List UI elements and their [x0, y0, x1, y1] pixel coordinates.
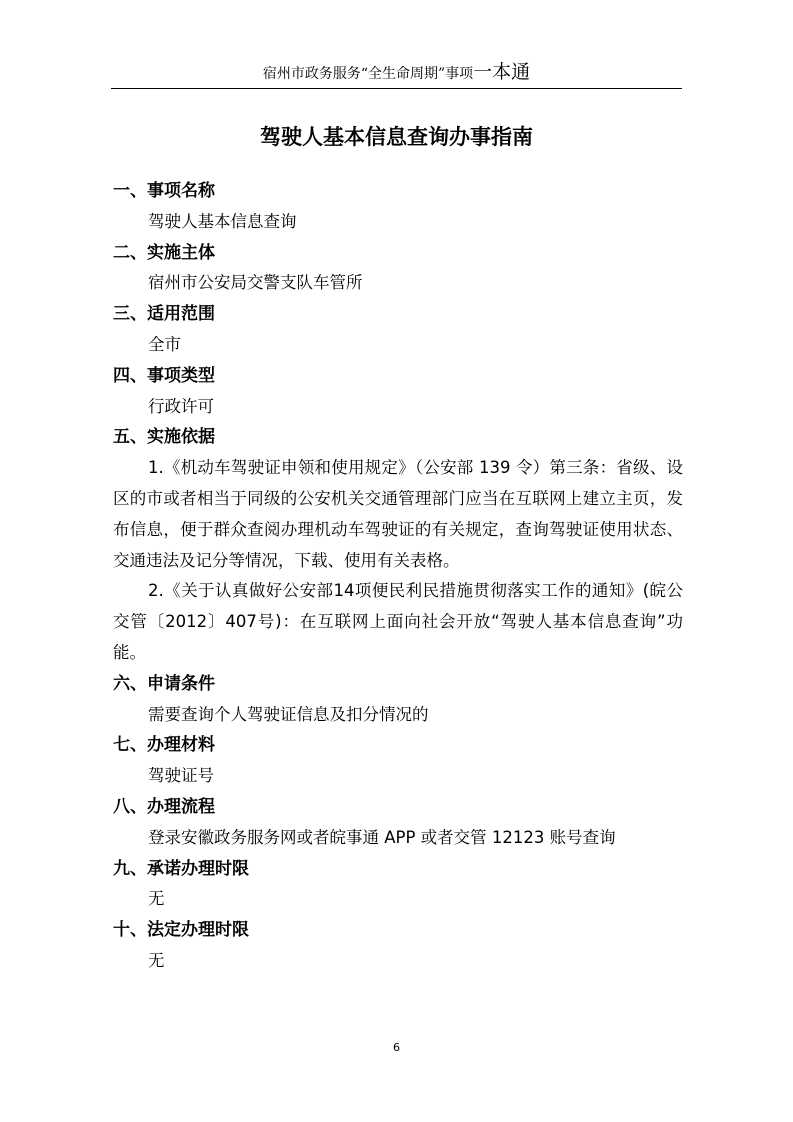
section-item-name [113, 176, 683, 238]
section-heading: 七、办理材料 [113, 735, 215, 756]
section-value: 登录安徽政务服务网或者皖事通 APP 或者交管 12123 账号查询 [148, 827, 616, 847]
section-heading: 六、申请条件 [113, 673, 215, 694]
section-materials [113, 730, 683, 792]
legal-basis-paragraph: 1.《机动车驾驶证申领和使用规定》（公安部 139 令）第三条：省级、设区的市或者相当于同级的公安机关交通管理部门应当在互联网上建立主页，发布信息，便于群众查阅办理机动车驾驶证的有关规定，查询驾驶证使用状态、交通违法及记分等情况，下载、使用有关表格。 [113, 458, 683, 570]
section-value: 行政许可 [148, 396, 214, 416]
page-number: 6 [393, 1041, 400, 1054]
section-value: 宿州市公安局交警支队车管所 [148, 273, 363, 293]
section-process [113, 792, 683, 854]
section-heading: 四、事项类型 [113, 365, 215, 386]
legal-basis-paragraph: 2.《关于认真做好公安部14项便民利民措施贯彻落实工作的通知》(皖公交管〔2012〕407号)：在互联网上面向社会开放“驾驶人基本信息查询”功能。 [113, 581, 683, 662]
section-promised-time-limit [113, 854, 683, 916]
section-heading: 五、实施依据 [113, 427, 215, 448]
running-header [0, 62, 793, 84]
header-divider [111, 88, 682, 89]
section-heading: 八、办理流程 [113, 796, 215, 817]
running-header-prefix: 宿州市政务服务“全生命周期”事项 [262, 66, 474, 82]
section-heading: 三、适用范围 [113, 304, 215, 325]
section-item-type [113, 361, 683, 423]
running-header-suffix: 一本通 [473, 61, 531, 83]
section-application-conditions [113, 669, 683, 731]
section-heading: 九、承诺办理时限 [113, 858, 249, 879]
section-heading: 一、事项名称 [113, 181, 215, 201]
section-value: 需要查询个人驾驶证信息及扣分情况的 [148, 704, 429, 724]
section-value: 无 [148, 889, 165, 909]
section-heading: 十、法定办理时限 [113, 920, 249, 941]
section-scope [113, 299, 683, 361]
document-body [113, 176, 683, 977]
section-value: 驾驶人基本信息查询 [148, 211, 297, 231]
section-value: 无 [148, 950, 165, 970]
section-legal-basis [113, 422, 683, 668]
section-legal-time-limit [113, 915, 683, 977]
section-heading: 二、实施主体 [113, 242, 215, 263]
document-title: 驾驶人基本信息查询办事指南 [260, 125, 533, 149]
section-value: 全市 [148, 334, 181, 354]
section-value: 驾驶证号 [148, 766, 214, 786]
section-implementing-body [113, 238, 683, 300]
